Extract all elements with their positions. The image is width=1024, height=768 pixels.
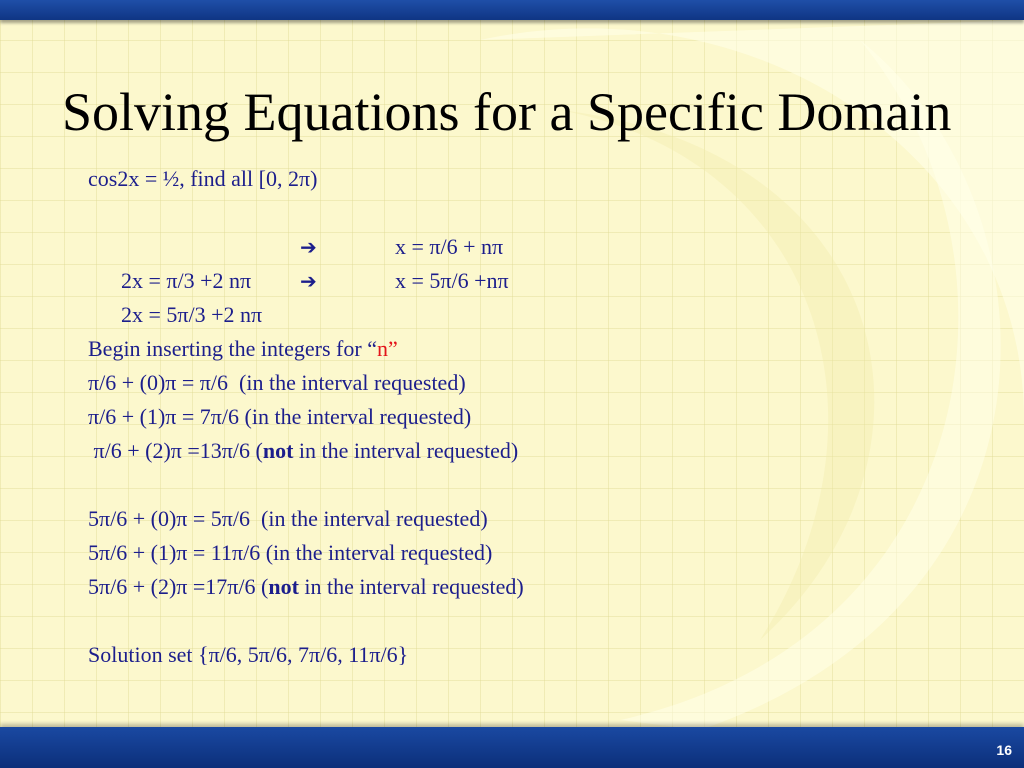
substitution-line <box>88 570 968 604</box>
insert-intro-suffix: ” <box>387 336 398 361</box>
equation-left: 2x = 5π/3 +2 nπ <box>121 302 263 327</box>
slide-body <box>88 162 968 672</box>
variable-n: n <box>376 336 388 361</box>
equation-right: x = π/6 + nπ <box>395 234 504 259</box>
substitution-text-end: in the interval requested) <box>293 438 519 463</box>
substitution-text: π/6 + (2)π =13π/6 ( <box>88 438 263 463</box>
arrow-right-icon: ➔ <box>300 269 317 293</box>
not-label: not <box>268 574 299 599</box>
substitution-line <box>88 536 968 570</box>
insert-intro-prefix: Begin inserting the integers for “ <box>88 336 377 361</box>
page-number: 16 <box>996 742 1012 758</box>
substitution-line <box>88 502 968 536</box>
substitution-text: 5π/6 + (2)π =17π/6 ( <box>88 574 269 599</box>
substitution-line <box>88 434 968 468</box>
equation-left: 2x = π/3 +2 nπ <box>121 268 252 293</box>
spacer <box>88 604 968 638</box>
substitution-text: π/6 + (0)π = π/6 (in the interval requested) <box>88 370 466 395</box>
equation-right: x = 5π/6 +nπ <box>395 268 509 293</box>
insert-intro <box>88 332 968 366</box>
substitution-text-end: in the interval requested) <box>298 574 524 599</box>
spacer <box>88 196 968 230</box>
general-solution-row <box>88 264 968 327</box>
problem-statement: cos2x = ½, find all [0, 2π) <box>88 166 318 191</box>
not-label: not <box>262 438 294 463</box>
arrow-right-icon: ➔ <box>300 235 317 259</box>
substitution-line <box>88 400 968 434</box>
bottom-bar <box>0 727 1024 768</box>
slide-title: Solving Equations for a Specific Domain <box>62 82 952 142</box>
substitution-text: π/6 + (1)π = 7π/6 (in the interval requested) <box>88 404 472 429</box>
substitution-text: 5π/6 + (0)π = 5π/6 (in the interval requested) <box>88 506 488 531</box>
substitution-line <box>88 366 968 400</box>
top-bar <box>0 0 1024 20</box>
spacer <box>88 468 968 502</box>
solution-set: Solution set {π/6, 5π/6, 7π/6, 11π/6} <box>88 642 409 667</box>
substitution-text: 5π/6 + (1)π = 11π/6 (in the interval requested) <box>88 540 493 565</box>
